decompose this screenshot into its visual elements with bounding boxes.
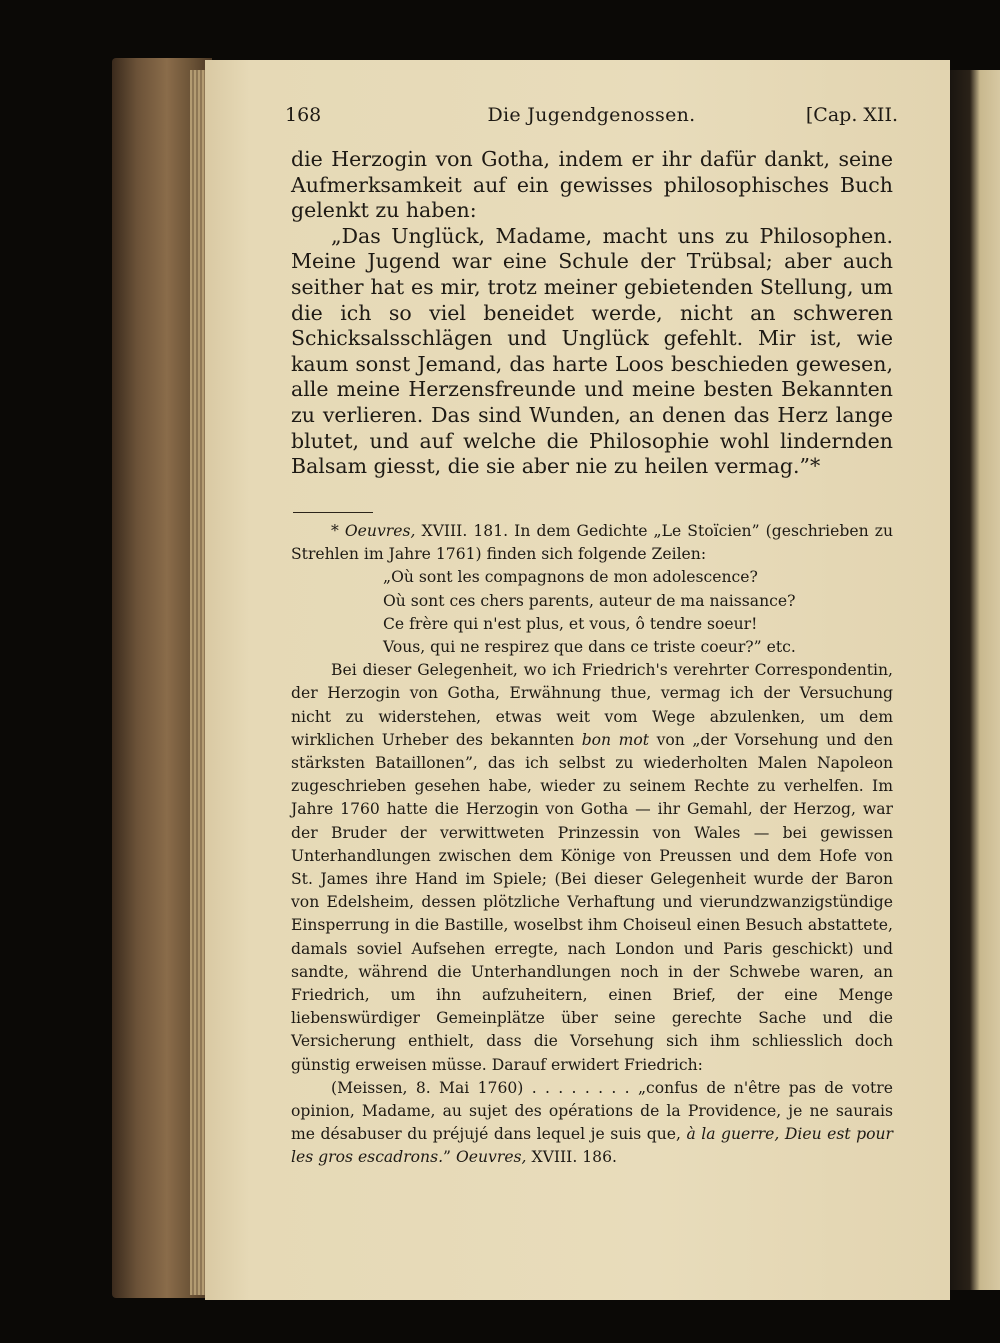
running-header bbox=[285, 104, 898, 130]
verse-line: Ce frère qui n'est plus, et vous, ô tendre soeur! bbox=[383, 614, 758, 633]
final-source: Oeuvres, bbox=[456, 1148, 527, 1167]
verse-line: Où sont ces chers parents, auteur de ma naissance? bbox=[383, 591, 796, 610]
footnote-paragraph: Bei dieser Gelegenheit, wo ich Friedrich's verehrter Correspondentin, der Herzogin von Gotha, Erwähnung thue, vermag ich der Versuchung nicht zu widerstehen, etwas weit vom Wege abzulenken, um dem wirklichen Urheber des bekannten bon mot von „der Vorsehung und den stärksten Bataillonen”, das ich selbst zu wiederholten Malen Napoleon zugeschrieben gesehen habe, wieder zu seinem Rechte zu verhelfen. Im Jahre 1760 hatte die Herzogin von Gotha — ihr Gemahl, der Herzog, war der Bruder der verwittweten Prinzessin von Wales — bei gewissen Unterhandlungen zwischen dem Könige von Preussen und dem Hofe von St. James ihre Hand im Spiele; (Bei dieser Gelegenheit wurde der Baron von Edelsheim, dessen plötzliche Verhaftung und vierundzwanzigstündige Einsperrung in die Bastille, woselbst ihm Choiseul einen Besuch abstattete, damals soviel Aufsehen erregte, nach London und Paris geschickt) und sandte, während die Unterhandlungen noch in der Schwebe waren, an Friedrich, um ihn aufzuheitern, einen Brief, der eine Menge liebenswürdiger Gemeinplätze über seine gerechte Sache und die Versicherung enthielt, dass die Vorsehung sich ihm schliesslich doch günstig erweisen müsse. Darauf erwidert Friedrich: bbox=[291, 661, 893, 1074]
quote-paragraph: „Das Unglück, Madame, macht uns zu Philosophen. Meine Jugend war eine Schule der Trübsal; aber auch seither hat es mir, trotz meiner gebietenden Stellung, um die ich so viel beneidet werde, nicht an schweren Schicksalsschlägen und Unglück gefehlt. Mir ist, wie kaum sonst Jemand, das harte Loos beschieden gewesen, alle meine Herzensfreunde und meine besten Bekannten zu verlieren. Das sind Wunden, an denen das Herz lange blutet, und auf welche die Philosophie wohl lindernden Balsam giesst, die sie aber nie zu heilen vermag.”* bbox=[291, 223, 893, 479]
chapter-marker: [Cap. XII. bbox=[805, 104, 898, 126]
footnote-marker: * bbox=[331, 522, 339, 540]
bon-mot: bon mot bbox=[581, 730, 650, 749]
footnote-intro bbox=[291, 520, 893, 566]
book-page bbox=[205, 60, 950, 1300]
final-ref: XVIII. 186. bbox=[531, 1148, 617, 1167]
footnote-rule bbox=[293, 512, 373, 513]
running-title: Die Jugendgenossen. bbox=[487, 104, 696, 126]
letter-quote: (Meissen, 8. Mai 1760) . . . . . . . . „confus de n'être pas de votre opinion, Madame, au sujet des opérations de la Providence, je ne saurais me désabuser du préjujé dans lequel je suis que, à la guerre, Dieu est pour les gros escadrons.” Oeuvres, XVIII. 186. bbox=[291, 1078, 893, 1167]
ellipsis-dots: . . . . . . . . bbox=[531, 1078, 630, 1097]
verse-line: Vous, qui ne respirez que dans ce triste coeur?” etc. bbox=[383, 638, 796, 657]
verse-line: „Où sont les compagnons de mon adolescence? bbox=[383, 568, 758, 587]
famous-quote: à la guerre, Dieu est pour les gros escadrons. bbox=[291, 1125, 893, 1167]
footnote-ref: XVIII. 181. In dem Gedichte „Le Stoïcien” (geschrieben zu Strehlen im Jahre 1761) finden sich folgende Zeilen: bbox=[291, 522, 893, 564]
footnote bbox=[291, 520, 893, 1170]
intro-paragraph: die Herzogin von Gotha, indem er ihr dafür dankt, seine Aufmerksamkeit auf ein gewisses philosophisches Buch gelenkt zu haben: bbox=[291, 147, 893, 223]
main-text bbox=[291, 147, 893, 480]
letter-date: (Meissen, 8. Mai 1760) bbox=[331, 1078, 524, 1097]
page-number: 168 bbox=[285, 104, 322, 126]
facing-page-edge bbox=[950, 70, 1000, 1290]
footnote-source: Oeuvres, bbox=[344, 522, 416, 540]
poem-verse bbox=[383, 566, 893, 659]
